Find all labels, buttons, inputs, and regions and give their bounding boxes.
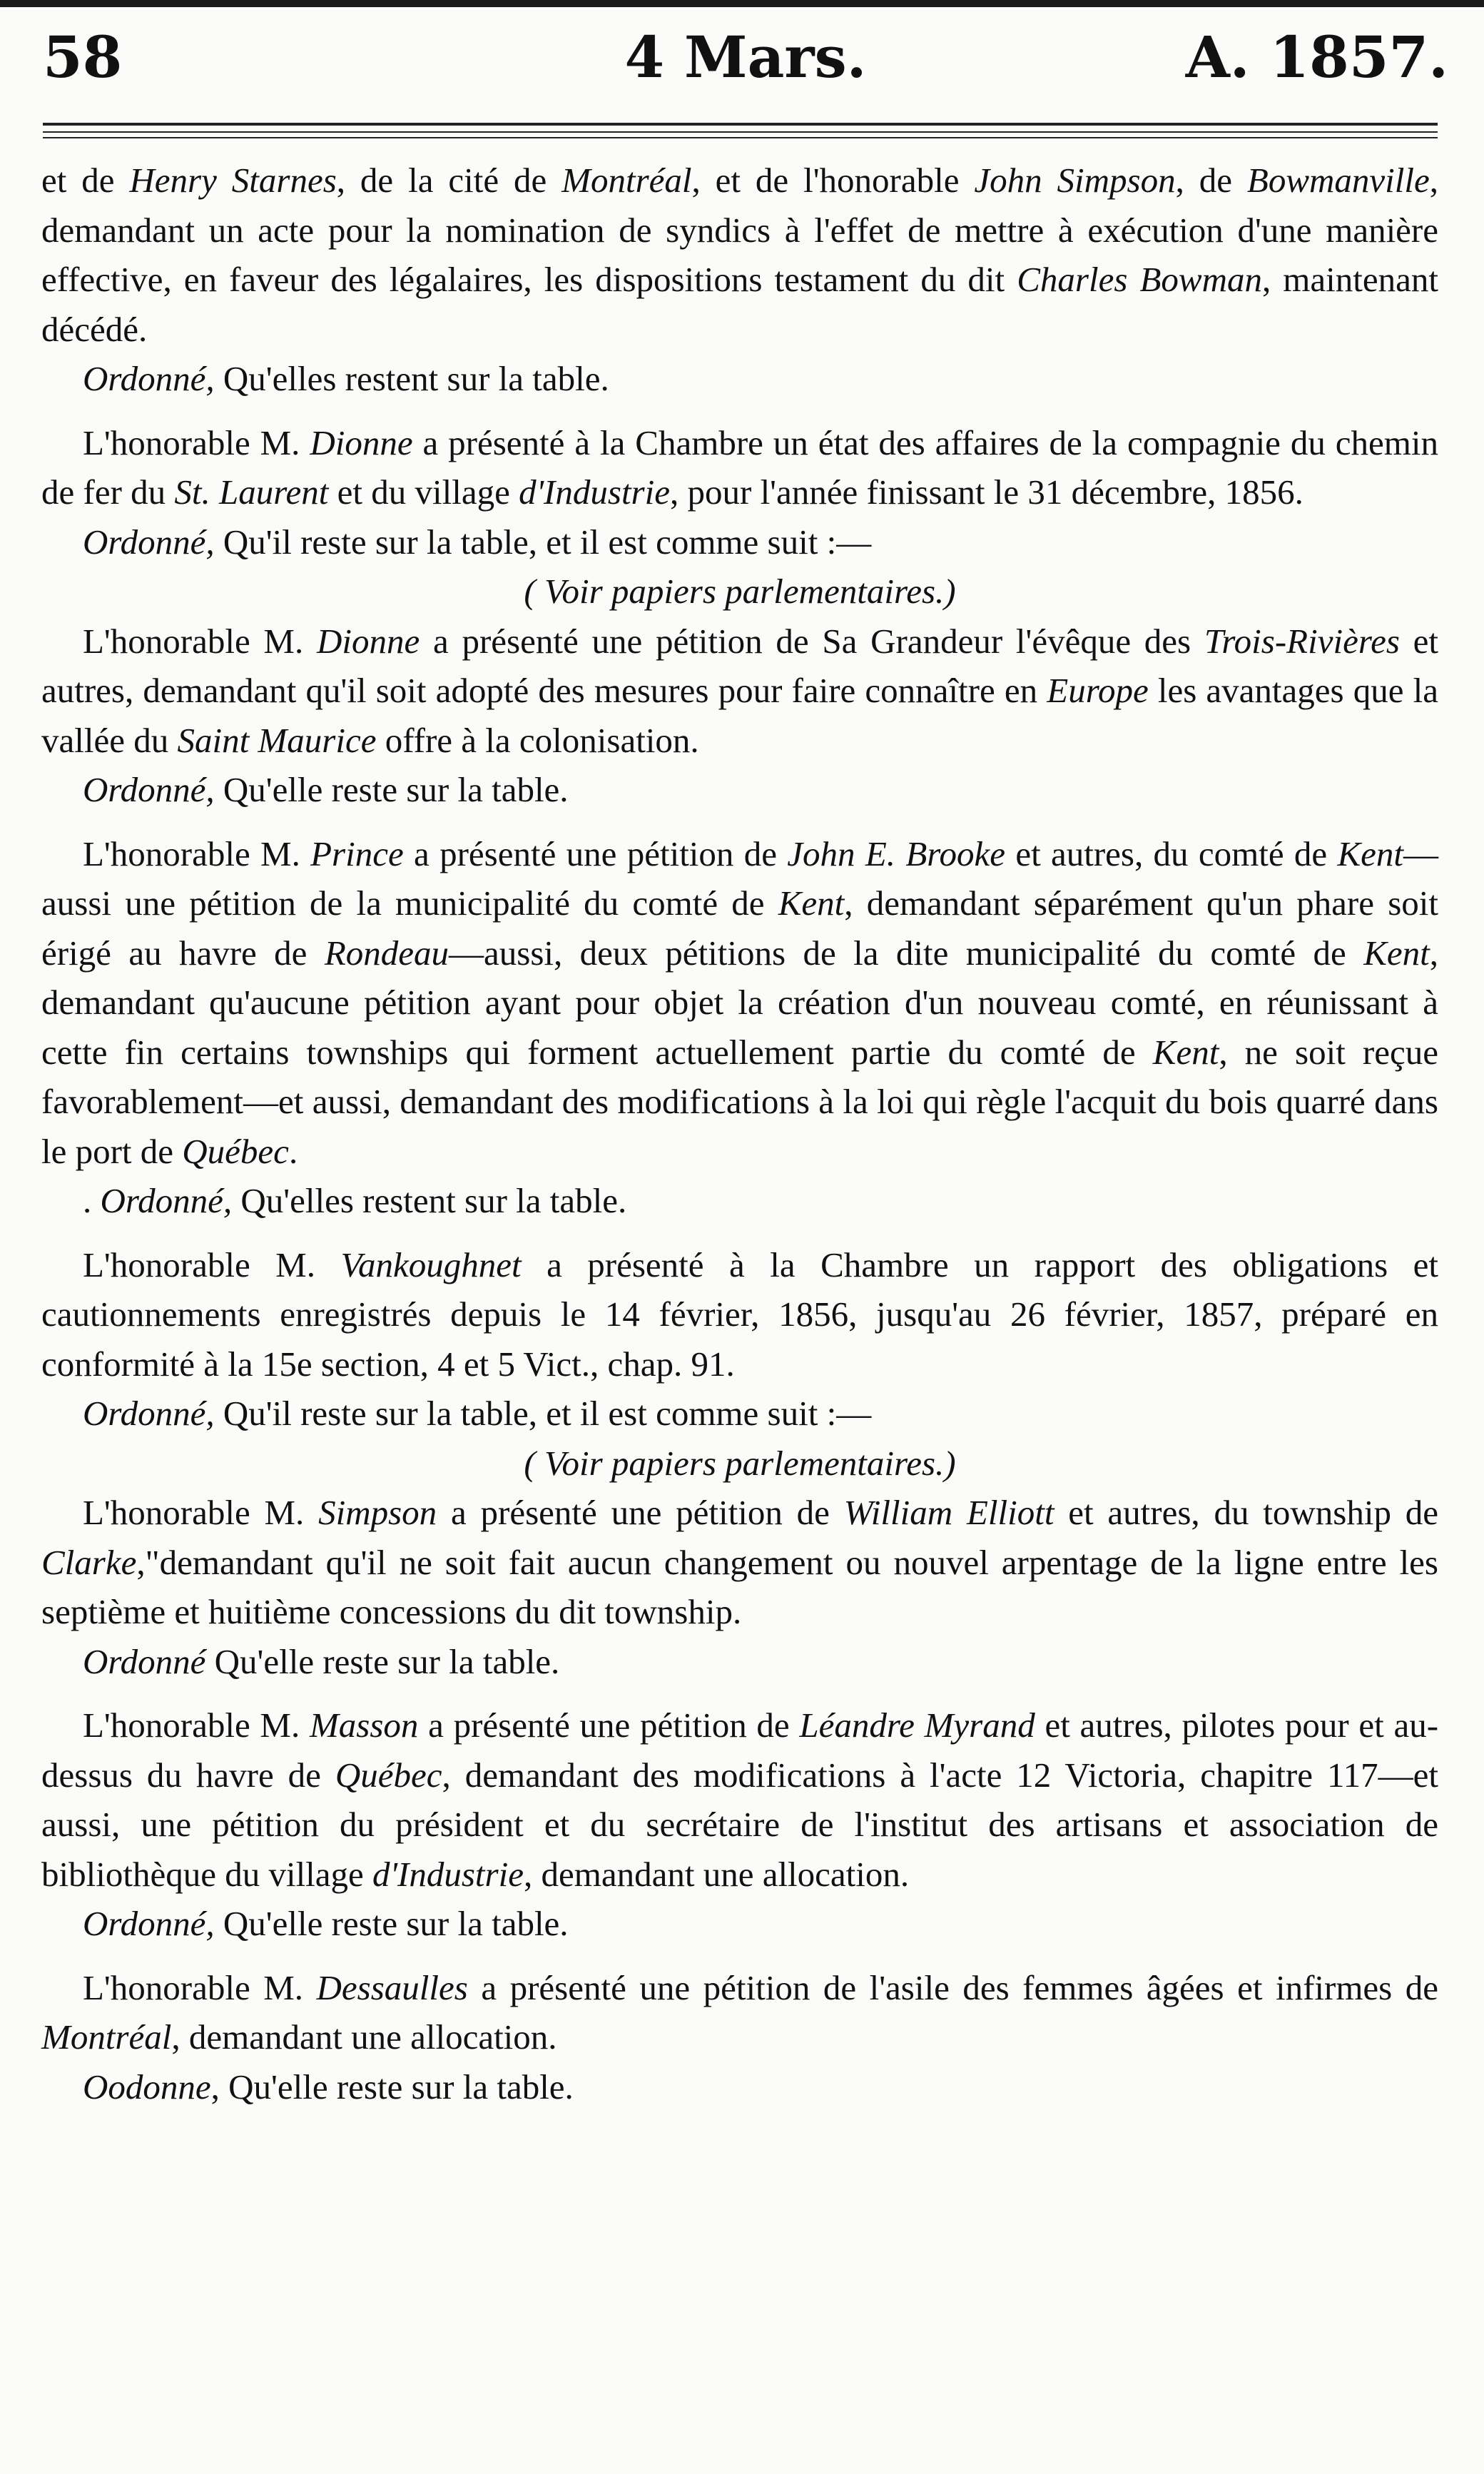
text-run: L'honorable M. [83, 422, 310, 462]
text-run: , maintenant décédé. [41, 260, 1439, 349]
italic-text: William Elliott [843, 1493, 1054, 1532]
page-number: 58 [43, 24, 123, 91]
text-run: et autres, demandant qu'il soit adopté des mesures pour faire connaître en [41, 621, 1439, 710]
italic-text: Vankoughnet [340, 1244, 522, 1284]
header-rule [43, 131, 1438, 133]
italic-text: John Simpson [974, 161, 1176, 200]
italic-text: Ordonné, [83, 1904, 215, 1943]
text-run: , demandant un acte pour la nomination de syndics à l'effet de mettre à exécution d'une manière effective, en faveur des légalaires, les dispositions testament du dit [41, 161, 1439, 299]
text-run: Qu'il reste sur la table, et il est comme suit :— [214, 522, 872, 562]
text-run: et de [41, 161, 130, 200]
text-run: les avantages que la vallée du [41, 671, 1439, 760]
paragraph-p9 [41, 1176, 1438, 1226]
italic-text: St. Laurent [174, 472, 329, 512]
text-run: L'honorable M. [83, 1705, 310, 1745]
italic-text: Léandre Myrand [799, 1705, 1035, 1745]
italic-text: Dessaulles [316, 1967, 468, 2007]
italic-text: Québec [182, 1131, 289, 1171]
paragraph-p7 [41, 765, 1438, 815]
italic-text: Ordonné, [83, 1394, 215, 1433]
italic-text: Ordonné, [83, 359, 215, 398]
text-run: a présenté une pétition de l'asile des femmes âgées et infirmes de [467, 1967, 1439, 2007]
text-run: a présenté une pétition de [403, 833, 788, 873]
text-run: , ne soit reçue favorablement—et aussi, demandant des modifications à la loi qui règle l'acquit du bois quarré dans le port de [41, 1032, 1438, 1171]
text-run: L'honorable M. [83, 621, 317, 661]
text-run: offre à la colonisation. [376, 720, 699, 760]
text-run: —aussi, deux pétitions de la dite municipalité du comté de [449, 933, 1364, 973]
italic-text: d'Industrie [519, 472, 670, 512]
text-run: a présenté une pétition de [437, 1493, 844, 1532]
paragraph-p2 [41, 354, 1438, 404]
paragraph-p14 [41, 1637, 1438, 1687]
italic-text: Prince [310, 833, 404, 873]
italic-text: Ordonné, [83, 522, 215, 562]
paragraph-p5 [41, 567, 1438, 617]
text-run: a présenté une pétition de Sa Grandeur l'évêque des [420, 621, 1204, 661]
text-run: , demandant séparément qu'un phare soit érigé au havre de [41, 883, 1438, 973]
text-run: , demandant une allocation. [171, 2017, 557, 2057]
paragraph-p10 [41, 1240, 1438, 1389]
text-run: L'honorable M. [83, 833, 311, 873]
header-rule [43, 123, 1438, 126]
paragraph-p17 [41, 1963, 1438, 2062]
text-run: a présenté à la Chambre un rapport des obligations et cautionnements enregistrés depuis le 14 février, 1856, jusqu'au 26 février, 1857, préparé en conformité à la 15e section, 4 et 5 Vict., chap. 91. [41, 1244, 1438, 1384]
text-run: —aussi une pétition de la municipalité du comté de [41, 833, 1439, 923]
text-run: L'honorable M. [83, 1244, 341, 1284]
text-run: Qu'elle reste sur la table. [214, 1904, 569, 1943]
italic-text: Kent [1152, 1032, 1219, 1072]
top-border [0, 0, 1484, 7]
italic-text: Dionne [317, 621, 420, 661]
italic-text: Trois-Rivières [1204, 621, 1400, 661]
paragraph-p12 [41, 1439, 1438, 1489]
text-run: , de [1175, 161, 1247, 200]
paragraph-p15 [41, 1700, 1438, 1899]
document-body [41, 156, 1438, 2111]
text-run: , et de l'honorable [691, 161, 975, 200]
text-run: , demandant une allocation. [523, 1854, 910, 1894]
italic-text: Québec [335, 1755, 442, 1795]
text-run: Qu'elles restent sur la table. [232, 1181, 627, 1220]
paragraph-p11 [41, 1389, 1438, 1439]
italic-text: d'Industrie [372, 1854, 524, 1894]
text-run: Qu'elle reste sur la table. [205, 1641, 560, 1681]
text-run: , de la cité de [336, 161, 562, 200]
italic-text: Charles Bowman [1017, 260, 1262, 299]
text-run: Qu'elles restent sur la table. [214, 359, 609, 398]
italic-text: Saint Maurice [177, 720, 377, 760]
italic-text: Clarke [41, 1542, 137, 1582]
page-header [43, 21, 1448, 93]
paragraph-p13 [41, 1488, 1438, 1637]
text-run: , demandant des modifications à l'acte 12 Victoria, chapitre 117—et aussi, une pétition du président et du secrétaire de l'institut des artisans et association de bibliothèque du village [41, 1755, 1438, 1894]
text-run: L'honorable M. [83, 1493, 319, 1532]
text-run: ( Voir papiers parlementaires.) [524, 572, 956, 611]
text-run: L'honorable M. [83, 1967, 317, 2007]
italic-text: Masson [309, 1705, 419, 1745]
text-run: a présenté à la Chambre un état des affaires de la compagnie du chemin de fer du [41, 422, 1438, 512]
paragraph-p3 [41, 418, 1438, 517]
italic-text: Kent [778, 883, 845, 923]
italic-text: Montréal [561, 161, 692, 200]
text-run: a présenté une pétition de [418, 1705, 800, 1745]
paragraph-p6 [41, 617, 1438, 766]
text-run: et autres, du township de [1054, 1493, 1438, 1532]
text-run: . [83, 1181, 101, 1220]
paragraph-p4 [41, 517, 1438, 567]
italic-text: Rondeau [324, 933, 449, 973]
text-run: ,"demandant qu'il ne soit fait aucun changement ou nouvel arpentage de la ligne entre les septième et huitième concessions du dit township. [41, 1542, 1438, 1631]
text-run: , pour l'année finissant le 31 décembre, 1856. [670, 472, 1303, 512]
italic-text: John E. Brooke [787, 833, 1006, 873]
header-rule [43, 137, 1438, 138]
italic-text: Bowmanville [1246, 161, 1430, 200]
text-run: Qu'il reste sur la table, et il est comme suit :— [214, 1394, 872, 1433]
paragraph-p1 [41, 156, 1438, 354]
text-run: et du village [328, 472, 519, 512]
text-run: Qu'elle reste sur la table. [214, 770, 569, 809]
italic-text: Ordonné, [100, 1181, 233, 1220]
italic-text: Europe [1047, 671, 1149, 710]
paragraph-p18 [41, 2062, 1438, 2112]
italic-text: Oodonne [83, 2067, 211, 2107]
text-run: , demandant qu'aucune pétition ayant pour objet la création d'un nouveau comté, en réunissant à cette fin certains townships qui forment actuellement partie du comté de [41, 933, 1438, 1072]
italic-text: Montréal [41, 2017, 172, 2057]
italic-text: Kent [1337, 833, 1404, 873]
paragraph-p16 [41, 1899, 1438, 1949]
paragraph-p8 [41, 829, 1438, 1177]
text-run: ( Voir papiers parlementaires.) [524, 1443, 956, 1483]
italic-text: Kent [1363, 933, 1430, 973]
italic-text: Henry Starnes [129, 161, 337, 200]
text-run: , Qu'elle reste sur la table. [210, 2067, 574, 2107]
header-date: 4 Mars. [624, 24, 867, 91]
text-run: . [288, 1131, 298, 1171]
text-run: et autres, du comté de [1005, 833, 1338, 873]
text-run: et autres, pilotes pour et au-dessus du havre de [41, 1705, 1439, 1795]
italic-text: Dionne [310, 422, 413, 462]
italic-text: Simpson [318, 1493, 437, 1532]
italic-text: Ordonné, [83, 770, 215, 809]
italic-text: Ordonné [83, 1641, 206, 1681]
header-year: A. 1857. [1185, 24, 1448, 91]
